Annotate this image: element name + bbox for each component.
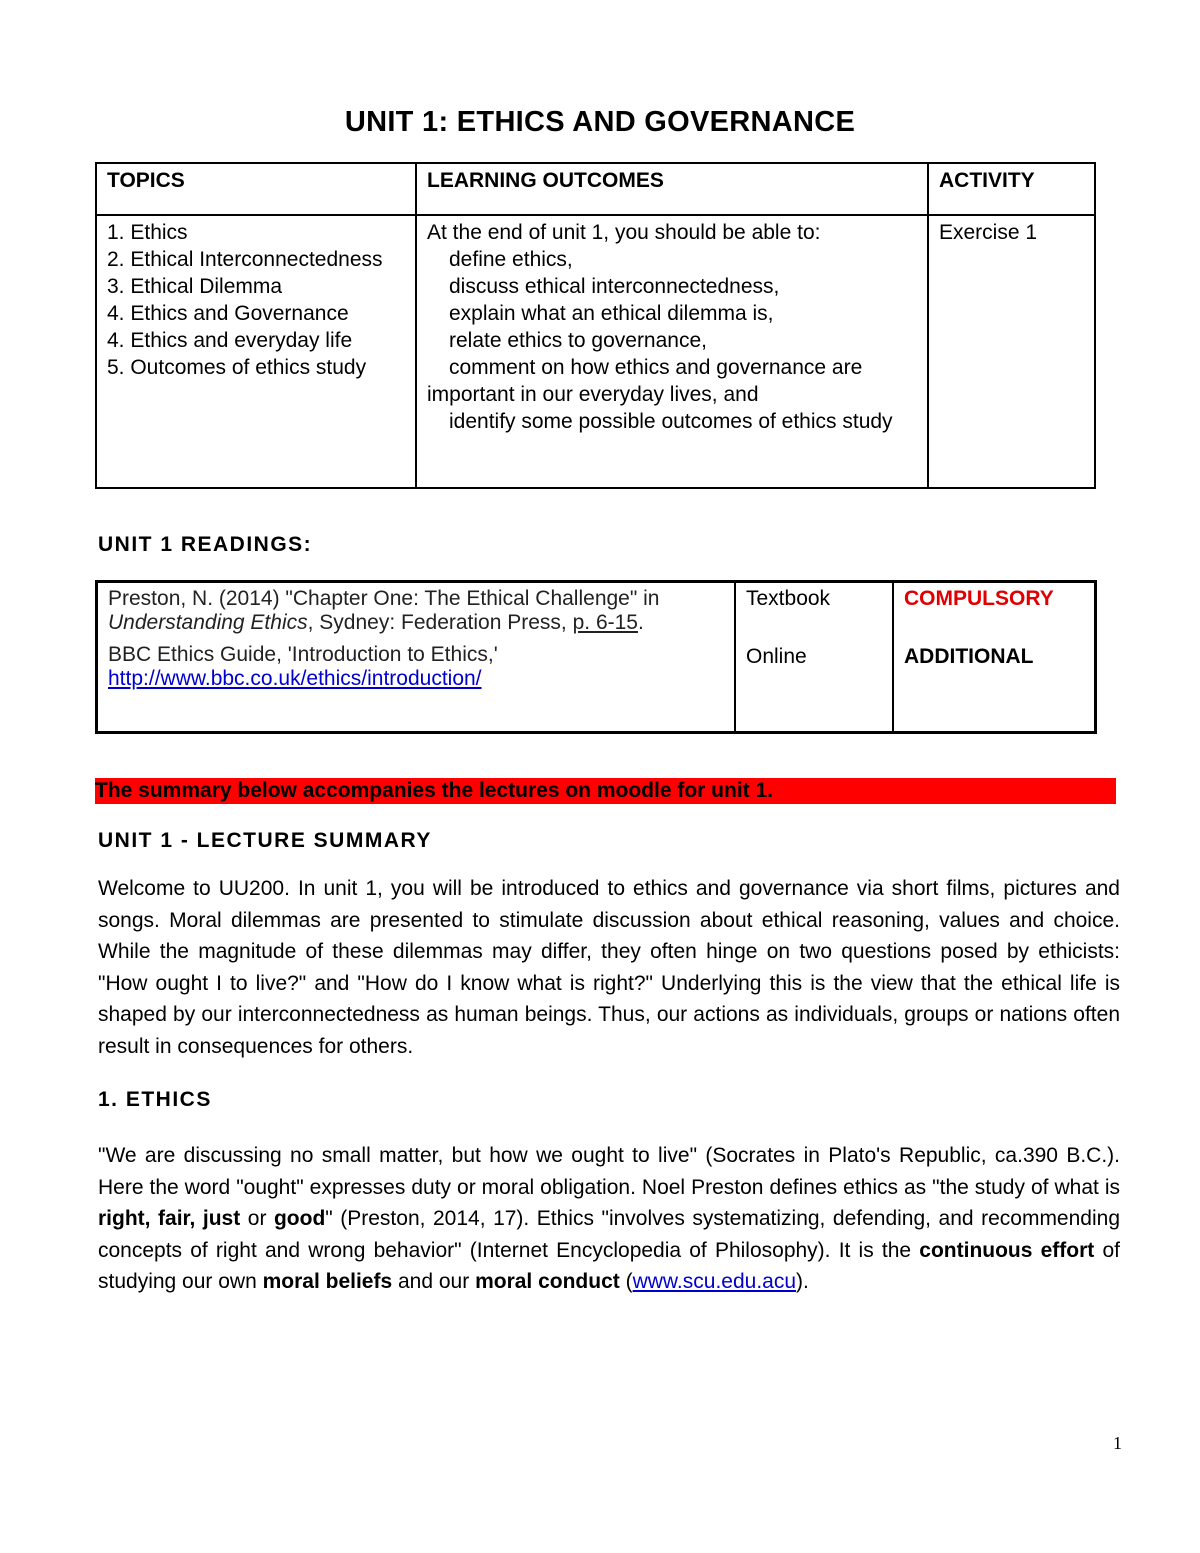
book-title: Understanding Ethics <box>108 611 308 634</box>
table-row <box>97 582 1096 733</box>
additional-label: ADDITIONAL <box>904 645 1034 668</box>
paragraph-text: or <box>240 1207 274 1230</box>
topic-item: 3. Ethical Dilemma <box>107 275 283 298</box>
topic-item: 1. Ethics <box>107 221 188 244</box>
paragraph-text: ). <box>796 1270 809 1293</box>
reading-status-cell <box>893 582 1096 733</box>
outcome-item: relate ethics to governance, <box>449 329 707 352</box>
citation-text: , Sydney: Federation Press, <box>307 611 573 634</box>
outcome-item: identify some possible outcomes of ethics study <box>449 410 893 433</box>
reading-type-cell <box>735 582 893 733</box>
lecture-summary-heading: UNIT 1 - LECTURE SUMMARY <box>98 829 432 852</box>
bbc-ethics-link[interactable]: http://www.bbc.co.uk/ethics/introduction/ <box>108 667 482 690</box>
bold-text: good <box>273 1207 326 1230</box>
moodle-banner: The summary below accompanies the lectures on moodle for unit 1. <box>95 778 1116 804</box>
outcome-item: comment on how ethics and governance are important in our everyday lives, and <box>427 356 863 406</box>
topics-cell <box>96 215 416 488</box>
topic-item: 5. Outcomes of ethics study <box>107 356 367 379</box>
reading-citation: BBC Ethics Guide, 'Introduction to Ethics,' <box>108 643 498 666</box>
page-title: UNIT 1: ETHICS AND GOVERNANCE <box>344 106 856 138</box>
reading-type: Textbook <box>746 587 831 610</box>
reading-citation <box>108 587 724 635</box>
header-topics: TOPICS <box>96 163 416 215</box>
readings-heading: UNIT 1 READINGS: <box>98 533 313 556</box>
bold-text: right, fair, just <box>98 1207 241 1230</box>
table-row <box>96 215 1095 488</box>
citation-text: . <box>637 611 644 634</box>
activity-cell: Exercise 1 <box>928 215 1095 488</box>
outcomes-cell <box>416 215 928 488</box>
paragraph-text: and our <box>392 1270 476 1293</box>
outcome-item: discuss ethical interconnectedness, <box>449 275 780 298</box>
outcome-item: define ethics, <box>449 248 573 271</box>
readings-table <box>95 580 1097 734</box>
scu-link[interactable]: www.scu.edu.acu <box>632 1270 797 1293</box>
bold-text: moral conduct <box>475 1270 620 1293</box>
table-header-row <box>96 163 1095 215</box>
page-number: 1 <box>1113 1433 1122 1453</box>
ethics-paragraph <box>98 1140 1120 1298</box>
outcomes-table <box>95 162 1096 489</box>
bold-text: moral beliefs <box>262 1270 393 1293</box>
paragraph-text: "We are discussing no small matter, but how we ought to live" (Socrates in Plato's Republic, ca.390 B.C.). Here the word "ought" expresses duty or moral obligation. Noel Preston defines ethics as "the study of what is <box>98 1144 1120 1199</box>
header-activity: ACTIVITY <box>928 163 1095 215</box>
lecture-summary-paragraph: Welcome to UU200. In unit 1, you will be introduced to ethics and governance via short films, pictures and songs. Moral dilemmas are presented to stimulate discussion about ethical reasoning, values and choice. While the magnitude of these dilemmas may differ, they often hinge on two questions posed by ethicists: "How ought I to live?" and "How do I know what is right?" Underlying this is the view that the ethical life is shaped by our interconnectedness as human beings. Thus, our actions as individuals, groups or nations often result in consequences for others. <box>98 877 1120 1058</box>
compulsory-label: COMPULSORY <box>904 587 1054 610</box>
citations-cell <box>97 582 736 733</box>
topic-item: 4. Ethics and Governance <box>107 302 349 325</box>
topic-item: 4. Ethics and everyday life <box>107 329 353 352</box>
ethics-heading: 1. ETHICS <box>98 1088 212 1111</box>
bold-text: continuous effort <box>919 1238 1095 1262</box>
paragraph-text: of studying our own <box>98 1238 1120 1293</box>
paragraph-text: " (Preston, 2014, 17). Ethics "involves systematizing, defending, and recommending concepts of right and wrong behavior" (Internet Encyclopedia of Philosophy). It is the <box>98 1207 1120 1262</box>
topic-item: 2. Ethical Interconnectedness <box>107 248 383 271</box>
outcomes-intro: At the end of unit 1, you should be able to: <box>427 221 821 244</box>
citation-text: Preston, N. (2014) "Chapter One: The Ethical Challenge" in <box>108 587 660 610</box>
outcome-item: explain what an ethical dilemma is, <box>449 302 774 325</box>
page-range: p. 6-15 <box>572 611 638 634</box>
paragraph-text: ( <box>619 1270 633 1293</box>
header-learning-outcomes: LEARNING OUTCOMES <box>416 163 928 215</box>
reading-type: Online <box>746 645 807 668</box>
